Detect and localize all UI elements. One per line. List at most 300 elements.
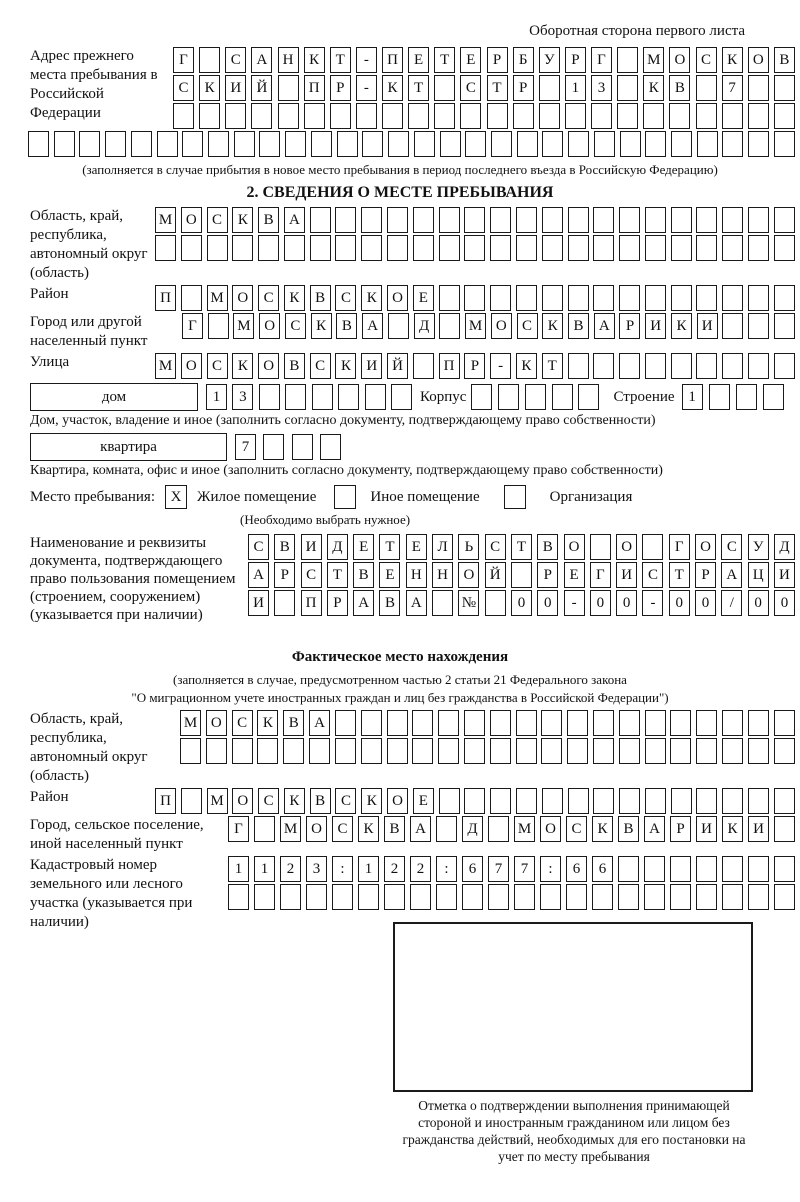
- char-cell[interactable]: [358, 884, 379, 910]
- char-cell[interactable]: П: [382, 47, 403, 73]
- char-cell[interactable]: [310, 235, 331, 261]
- char-cell[interactable]: [488, 816, 509, 842]
- char-cell[interactable]: [436, 816, 457, 842]
- char-cell[interactable]: [516, 710, 537, 736]
- char-cell[interactable]: О: [259, 313, 280, 339]
- char-cell[interactable]: С: [566, 816, 587, 842]
- char-cell[interactable]: Т: [487, 75, 508, 101]
- char-cell[interactable]: С: [248, 534, 269, 560]
- char-cell[interactable]: [696, 788, 717, 814]
- char-cell[interactable]: Р: [330, 75, 351, 101]
- char-cell[interactable]: [514, 884, 535, 910]
- char-cell[interactable]: М: [207, 285, 228, 311]
- char-cell[interactable]: 1: [206, 384, 227, 410]
- char-cell[interactable]: [696, 856, 717, 882]
- char-cell[interactable]: С: [258, 788, 279, 814]
- char-cell[interactable]: [234, 131, 255, 157]
- char-cell[interactable]: [199, 103, 220, 129]
- char-cell[interactable]: [722, 353, 743, 379]
- char-cell[interactable]: [180, 738, 201, 764]
- char-cell[interactable]: [645, 738, 666, 764]
- char-cell[interactable]: [709, 384, 730, 410]
- char-cell[interactable]: [181, 235, 202, 261]
- char-cell[interactable]: [763, 384, 784, 410]
- char-cell[interactable]: [387, 738, 408, 764]
- char-cell[interactable]: [498, 384, 519, 410]
- char-cell[interactable]: [464, 235, 485, 261]
- char-cell[interactable]: [671, 235, 692, 261]
- char-cell[interactable]: [199, 47, 220, 73]
- char-cell[interactable]: [696, 285, 717, 311]
- char-cell[interactable]: У: [539, 47, 560, 73]
- char-cell[interactable]: [516, 207, 537, 233]
- char-cell[interactable]: В: [336, 313, 357, 339]
- char-cell[interactable]: П: [304, 75, 325, 101]
- char-cell[interactable]: [567, 710, 588, 736]
- char-cell[interactable]: [568, 353, 589, 379]
- char-cell[interactable]: [408, 103, 429, 129]
- char-cell[interactable]: [774, 207, 795, 233]
- char-cell[interactable]: [413, 353, 434, 379]
- house-type-box[interactable]: [30, 383, 198, 411]
- char-cell[interactable]: [181, 285, 202, 311]
- char-cell[interactable]: [516, 235, 537, 261]
- char-cell[interactable]: К: [542, 313, 563, 339]
- char-cell[interactable]: [182, 131, 203, 157]
- char-cell[interactable]: 2: [410, 856, 431, 882]
- char-cell[interactable]: [567, 738, 588, 764]
- char-cell[interactable]: С: [721, 534, 742, 560]
- char-cell[interactable]: Ь: [458, 534, 479, 560]
- char-cell[interactable]: Р: [537, 562, 558, 588]
- char-cell[interactable]: /: [721, 590, 742, 616]
- char-cell[interactable]: 0: [537, 590, 558, 616]
- char-cell[interactable]: [696, 207, 717, 233]
- char-cell[interactable]: В: [310, 285, 331, 311]
- char-cell[interactable]: [619, 788, 640, 814]
- char-cell[interactable]: 0: [695, 590, 716, 616]
- char-cell[interactable]: И: [774, 562, 795, 588]
- char-cell[interactable]: -: [356, 75, 377, 101]
- char-cell[interactable]: [464, 285, 485, 311]
- char-cell[interactable]: В: [618, 816, 639, 842]
- char-cell[interactable]: О: [232, 285, 253, 311]
- char-cell[interactable]: О: [387, 788, 408, 814]
- char-cell[interactable]: :: [332, 856, 353, 882]
- stay-type-checkbox-residential[interactable]: X: [165, 485, 187, 509]
- char-cell[interactable]: [251, 103, 272, 129]
- char-cell[interactable]: [542, 788, 563, 814]
- char-cell[interactable]: [304, 103, 325, 129]
- char-cell[interactable]: [696, 235, 717, 261]
- char-cell[interactable]: Д: [414, 313, 435, 339]
- char-cell[interactable]: [671, 285, 692, 311]
- char-cell[interactable]: [490, 710, 511, 736]
- char-cell[interactable]: И: [616, 562, 637, 588]
- char-cell[interactable]: [434, 75, 455, 101]
- char-cell[interactable]: Б: [513, 47, 534, 73]
- char-cell[interactable]: [387, 710, 408, 736]
- char-cell[interactable]: [644, 856, 665, 882]
- char-cell[interactable]: [748, 856, 769, 882]
- char-cell[interactable]: [696, 103, 717, 129]
- char-cell[interactable]: [490, 788, 511, 814]
- char-cell[interactable]: -: [490, 353, 511, 379]
- char-cell[interactable]: [310, 207, 331, 233]
- char-cell[interactable]: А: [309, 710, 330, 736]
- char-cell[interactable]: [332, 884, 353, 910]
- char-cell[interactable]: [361, 207, 382, 233]
- char-cell[interactable]: 2: [280, 856, 301, 882]
- char-cell[interactable]: [388, 131, 409, 157]
- char-cell[interactable]: Р: [487, 47, 508, 73]
- char-cell[interactable]: [284, 235, 305, 261]
- char-cell[interactable]: [436, 884, 457, 910]
- char-cell[interactable]: Г: [669, 534, 690, 560]
- char-cell[interactable]: [278, 75, 299, 101]
- char-cell[interactable]: [645, 285, 666, 311]
- char-cell[interactable]: [338, 384, 359, 410]
- char-cell[interactable]: [263, 434, 284, 460]
- char-cell[interactable]: [525, 384, 546, 410]
- char-cell[interactable]: [181, 788, 202, 814]
- char-cell[interactable]: Е: [406, 534, 427, 560]
- char-cell[interactable]: П: [439, 353, 460, 379]
- char-cell[interactable]: [696, 353, 717, 379]
- char-cell[interactable]: [593, 285, 614, 311]
- char-cell[interactable]: [774, 131, 795, 157]
- char-cell[interactable]: А: [721, 562, 742, 588]
- char-cell[interactable]: С: [173, 75, 194, 101]
- char-cell[interactable]: 0: [774, 590, 795, 616]
- char-cell[interactable]: К: [232, 207, 253, 233]
- char-cell[interactable]: [748, 884, 769, 910]
- char-cell[interactable]: [697, 131, 718, 157]
- char-cell[interactable]: [774, 710, 795, 736]
- char-cell[interactable]: [748, 75, 769, 101]
- char-cell[interactable]: [748, 313, 769, 339]
- char-cell[interactable]: Е: [564, 562, 585, 588]
- char-cell[interactable]: Р: [695, 562, 716, 588]
- char-cell[interactable]: [330, 103, 351, 129]
- char-cell[interactable]: [645, 207, 666, 233]
- char-cell[interactable]: [232, 738, 253, 764]
- char-cell[interactable]: [335, 710, 356, 736]
- char-cell[interactable]: [490, 738, 511, 764]
- char-cell[interactable]: О: [181, 353, 202, 379]
- char-cell[interactable]: М: [207, 788, 228, 814]
- char-cell[interactable]: [206, 738, 227, 764]
- char-cell[interactable]: [488, 884, 509, 910]
- char-cell[interactable]: [722, 131, 743, 157]
- char-cell[interactable]: [722, 788, 743, 814]
- char-cell[interactable]: [225, 103, 246, 129]
- char-cell[interactable]: [774, 313, 795, 339]
- char-cell[interactable]: А: [362, 313, 383, 339]
- char-cell[interactable]: К: [199, 75, 220, 101]
- char-cell[interactable]: [722, 884, 743, 910]
- char-cell[interactable]: В: [274, 534, 295, 560]
- char-cell[interactable]: Т: [330, 47, 351, 73]
- char-cell[interactable]: [644, 884, 665, 910]
- char-cell[interactable]: [464, 710, 485, 736]
- char-cell[interactable]: [438, 738, 459, 764]
- char-cell[interactable]: 6: [462, 856, 483, 882]
- char-cell[interactable]: Й: [387, 353, 408, 379]
- char-cell[interactable]: С: [285, 313, 306, 339]
- char-cell[interactable]: М: [643, 47, 664, 73]
- char-cell[interactable]: Т: [542, 353, 563, 379]
- char-cell[interactable]: [254, 884, 275, 910]
- char-cell[interactable]: В: [283, 710, 304, 736]
- char-cell[interactable]: [593, 235, 614, 261]
- char-cell[interactable]: Г: [590, 562, 611, 588]
- char-cell[interactable]: Т: [379, 534, 400, 560]
- char-cell[interactable]: -: [564, 590, 585, 616]
- char-cell[interactable]: [410, 884, 431, 910]
- char-cell[interactable]: Й: [485, 562, 506, 588]
- char-cell[interactable]: [513, 103, 534, 129]
- char-cell[interactable]: [774, 738, 795, 764]
- char-cell[interactable]: [517, 131, 538, 157]
- char-cell[interactable]: -: [356, 47, 377, 73]
- char-cell[interactable]: [460, 103, 481, 129]
- char-cell[interactable]: [283, 738, 304, 764]
- char-cell[interactable]: И: [748, 816, 769, 842]
- char-cell[interactable]: И: [645, 313, 666, 339]
- char-cell[interactable]: [335, 207, 356, 233]
- char-cell[interactable]: В: [537, 534, 558, 560]
- char-cell[interactable]: В: [568, 313, 589, 339]
- char-cell[interactable]: [361, 738, 382, 764]
- char-cell[interactable]: [696, 884, 717, 910]
- char-cell[interactable]: М: [155, 207, 176, 233]
- char-cell[interactable]: [670, 710, 691, 736]
- char-cell[interactable]: [593, 207, 614, 233]
- char-cell[interactable]: [485, 590, 506, 616]
- char-cell[interactable]: [516, 285, 537, 311]
- char-cell[interactable]: [774, 285, 795, 311]
- char-cell[interactable]: К: [671, 313, 692, 339]
- char-cell[interactable]: [462, 884, 483, 910]
- char-cell[interactable]: С: [301, 562, 322, 588]
- char-cell[interactable]: О: [387, 285, 408, 311]
- char-cell[interactable]: В: [310, 788, 331, 814]
- char-cell[interactable]: [593, 353, 614, 379]
- char-cell[interactable]: [258, 235, 279, 261]
- char-cell[interactable]: 7: [235, 434, 256, 460]
- char-cell[interactable]: [568, 235, 589, 261]
- char-cell[interactable]: [361, 235, 382, 261]
- char-cell[interactable]: Р: [274, 562, 295, 588]
- char-cell[interactable]: [594, 131, 615, 157]
- char-cell[interactable]: [490, 207, 511, 233]
- char-cell[interactable]: [337, 131, 358, 157]
- char-cell[interactable]: С: [335, 788, 356, 814]
- char-cell[interactable]: С: [335, 285, 356, 311]
- char-cell[interactable]: [173, 103, 194, 129]
- char-cell[interactable]: [552, 384, 573, 410]
- char-cell[interactable]: [568, 788, 589, 814]
- char-cell[interactable]: К: [311, 313, 332, 339]
- char-cell[interactable]: М: [280, 816, 301, 842]
- char-cell[interactable]: В: [384, 816, 405, 842]
- char-cell[interactable]: О: [258, 353, 279, 379]
- char-cell[interactable]: [619, 235, 640, 261]
- char-cell[interactable]: А: [284, 207, 305, 233]
- char-cell[interactable]: [320, 434, 341, 460]
- char-cell[interactable]: [365, 384, 386, 410]
- char-cell[interactable]: О: [181, 207, 202, 233]
- char-cell[interactable]: [439, 788, 460, 814]
- char-cell[interactable]: [356, 103, 377, 129]
- char-cell[interactable]: А: [410, 816, 431, 842]
- char-cell[interactable]: С: [460, 75, 481, 101]
- char-cell[interactable]: [591, 103, 612, 129]
- char-cell[interactable]: [361, 710, 382, 736]
- char-cell[interactable]: 7: [514, 856, 535, 882]
- char-cell[interactable]: [487, 103, 508, 129]
- char-cell[interactable]: [464, 738, 485, 764]
- char-cell[interactable]: А: [248, 562, 269, 588]
- char-cell[interactable]: [228, 884, 249, 910]
- char-cell[interactable]: [619, 738, 640, 764]
- char-cell[interactable]: С: [332, 816, 353, 842]
- char-cell[interactable]: [388, 313, 409, 339]
- char-cell[interactable]: К: [284, 285, 305, 311]
- char-cell[interactable]: 0: [511, 590, 532, 616]
- char-cell[interactable]: [722, 313, 743, 339]
- char-cell[interactable]: [696, 710, 717, 736]
- char-cell[interactable]: Т: [327, 562, 348, 588]
- char-cell[interactable]: И: [301, 534, 322, 560]
- char-cell[interactable]: [439, 285, 460, 311]
- char-cell[interactable]: А: [406, 590, 427, 616]
- char-cell[interactable]: Ц: [748, 562, 769, 588]
- char-cell[interactable]: А: [594, 313, 615, 339]
- char-cell[interactable]: Е: [353, 534, 374, 560]
- char-cell[interactable]: [645, 235, 666, 261]
- char-cell[interactable]: И: [697, 313, 718, 339]
- char-cell[interactable]: [748, 788, 769, 814]
- char-cell[interactable]: О: [669, 47, 690, 73]
- char-cell[interactable]: [208, 313, 229, 339]
- char-cell[interactable]: 7: [722, 75, 743, 101]
- char-cell[interactable]: В: [669, 75, 690, 101]
- char-cell[interactable]: [669, 103, 690, 129]
- char-cell[interactable]: Т: [669, 562, 690, 588]
- char-cell[interactable]: [54, 131, 75, 157]
- char-cell[interactable]: [722, 856, 743, 882]
- char-cell[interactable]: [774, 75, 795, 101]
- char-cell[interactable]: [619, 207, 640, 233]
- char-cell[interactable]: -: [642, 590, 663, 616]
- char-cell[interactable]: [292, 434, 313, 460]
- char-cell[interactable]: [412, 738, 433, 764]
- char-cell[interactable]: О: [564, 534, 585, 560]
- char-cell[interactable]: [593, 788, 614, 814]
- char-cell[interactable]: [541, 710, 562, 736]
- char-cell[interactable]: [412, 710, 433, 736]
- char-cell[interactable]: Р: [619, 313, 640, 339]
- char-cell[interactable]: К: [284, 788, 305, 814]
- char-cell[interactable]: [511, 562, 532, 588]
- char-cell[interactable]: М: [233, 313, 254, 339]
- char-cell[interactable]: [285, 131, 306, 157]
- char-cell[interactable]: 0: [748, 590, 769, 616]
- char-cell[interactable]: [232, 235, 253, 261]
- char-cell[interactable]: 3: [306, 856, 327, 882]
- char-cell[interactable]: [382, 103, 403, 129]
- char-cell[interactable]: [254, 816, 275, 842]
- char-cell[interactable]: [566, 884, 587, 910]
- char-cell[interactable]: Р: [327, 590, 348, 616]
- char-cell[interactable]: [155, 235, 176, 261]
- char-cell[interactable]: [619, 710, 640, 736]
- char-cell[interactable]: Н: [278, 47, 299, 73]
- char-cell[interactable]: [491, 131, 512, 157]
- char-cell[interactable]: [439, 235, 460, 261]
- char-cell[interactable]: Е: [408, 47, 429, 73]
- char-cell[interactable]: [542, 285, 563, 311]
- char-cell[interactable]: В: [258, 207, 279, 233]
- char-cell[interactable]: :: [436, 856, 457, 882]
- char-cell[interactable]: [309, 738, 330, 764]
- char-cell[interactable]: К: [304, 47, 325, 73]
- char-cell[interactable]: [413, 235, 434, 261]
- char-cell[interactable]: М: [155, 353, 176, 379]
- char-cell[interactable]: О: [540, 816, 561, 842]
- char-cell[interactable]: Г: [182, 313, 203, 339]
- char-cell[interactable]: [568, 131, 589, 157]
- char-cell[interactable]: [464, 788, 485, 814]
- char-cell[interactable]: П: [155, 285, 176, 311]
- char-cell[interactable]: М: [465, 313, 486, 339]
- char-cell[interactable]: [774, 816, 795, 842]
- char-cell[interactable]: С: [232, 710, 253, 736]
- char-cell[interactable]: У: [748, 534, 769, 560]
- char-cell[interactable]: И: [225, 75, 246, 101]
- char-cell[interactable]: [619, 285, 640, 311]
- char-cell[interactable]: [722, 207, 743, 233]
- char-cell[interactable]: С: [207, 207, 228, 233]
- char-cell[interactable]: [748, 738, 769, 764]
- char-cell[interactable]: [542, 235, 563, 261]
- char-cell[interactable]: [434, 103, 455, 129]
- apartment-type-box[interactable]: [30, 433, 227, 461]
- char-cell[interactable]: [671, 131, 692, 157]
- char-cell[interactable]: [387, 207, 408, 233]
- char-cell[interactable]: Е: [413, 285, 434, 311]
- char-cell[interactable]: Р: [670, 816, 691, 842]
- char-cell[interactable]: К: [516, 353, 537, 379]
- char-cell[interactable]: О: [306, 816, 327, 842]
- char-cell[interactable]: [391, 384, 412, 410]
- char-cell[interactable]: [280, 884, 301, 910]
- char-cell[interactable]: В: [284, 353, 305, 379]
- char-cell[interactable]: [387, 235, 408, 261]
- char-cell[interactable]: К: [722, 816, 743, 842]
- char-cell[interactable]: Д: [327, 534, 348, 560]
- char-cell[interactable]: [274, 590, 295, 616]
- char-cell[interactable]: [748, 235, 769, 261]
- char-cell[interactable]: [722, 235, 743, 261]
- char-cell[interactable]: С: [642, 562, 663, 588]
- char-cell[interactable]: [207, 235, 228, 261]
- char-cell[interactable]: [157, 131, 178, 157]
- char-cell[interactable]: 0: [590, 590, 611, 616]
- char-cell[interactable]: К: [232, 353, 253, 379]
